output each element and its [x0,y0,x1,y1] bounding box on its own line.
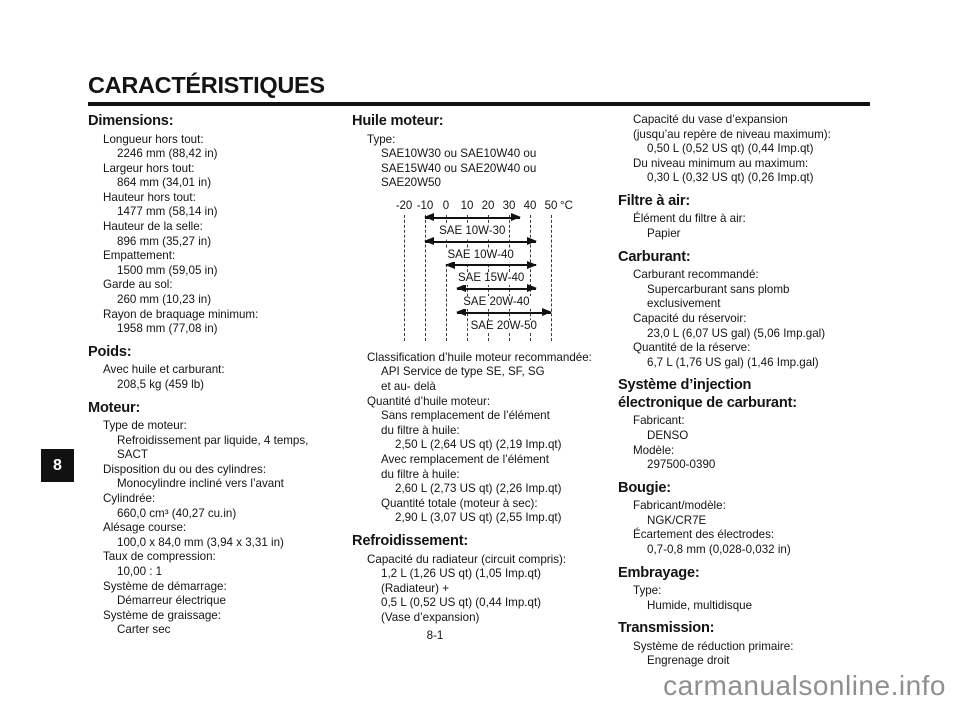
page-number: 8-1 [426,629,444,642]
range-arrow [457,312,552,314]
spec-line: Cylindrée: [103,491,156,505]
section-heading [88,113,340,131]
heading-line: Filtre à air: [618,192,691,209]
section-heading [88,400,340,418]
axis-tick-label: -20 [395,199,413,212]
spec-line: Quantité de la réserve: [633,341,751,355]
spec-line: Capacité du réservoir: [633,311,747,325]
range-arrow [425,241,536,243]
spec-line: 2,50 L (2,64 US qt) (2,19 Imp.qt) [395,438,562,452]
heading-line: Bougie: [618,479,671,496]
spec-line: 10,00 : 1 [117,564,163,578]
spec-line: 1477 mm (58,14 in) [117,205,218,219]
heading-line: Refroidissement: [352,533,469,549]
grid-line [551,215,552,341]
spec-line: Humide, multidisque [647,598,753,612]
spec-line: 896 mm (35,27 in) [117,234,212,248]
range-arrow [425,217,520,219]
spec-line: Quantité totale (moteur à sec): [381,496,538,510]
grid-line [425,215,426,341]
spec-line: Engrenage droit [647,654,730,668]
spec-line: 100,0 x 84,0 mm (3,94 x 3,31 in) [117,535,284,549]
spec-line: 6,7 L (1,76 US gal) (1,46 Imp.gal) [647,355,819,369]
range-label: SAE 20W-50 [468,320,540,333]
spec-line: (jusqu’au repère de niveau maximum): [633,127,831,141]
title-rule [88,102,870,106]
column-right-fuel [618,113,893,669]
spec-line: Rayon de braquage minimum: [103,307,259,321]
spec-line: Empattement: [103,249,176,263]
range-label: SAE 15W-40 [455,272,527,285]
range-arrow [446,264,536,266]
range-label: SAE 20W-40 [460,296,532,309]
spec-line: Sans remplacement de l’élément [381,409,550,423]
spec-line: Supercarburant sans plomb [647,282,790,296]
page-title: CARACTÉRISTIQUES [88,72,325,98]
spec-line: Fabricant/modèle: [633,499,726,513]
spec-line: Garde au sol: [103,278,173,292]
spec-line: 23,0 L (6,07 US gal) (5,06 Imp.gal) [647,326,826,340]
spec-line: Type: [633,584,662,598]
axis-unit-label: °C [560,199,573,212]
spec-line: Carburant recommandé: [633,268,759,282]
spec-line: 0,7-0,8 mm (0,028-0,032 in) [647,542,791,556]
spec-line: Modèle: [633,443,675,457]
spec-line: Du niveau minimum au maximum: [633,156,809,170]
spec-line: Système de réduction primaire: [633,639,794,653]
spec-line: et au- delà [381,380,436,394]
axis-tick-label: 0 [442,199,450,212]
spec-line: Hauteur de la selle: [103,220,203,234]
spec-line: Capacité du vase d’expansion [633,113,788,126]
spec-line: 864 mm (34,01 in) [117,176,212,190]
spec-line: 208,5 kg (459 lb) [117,377,205,391]
range-label: SAE 10W-40 [445,249,517,262]
axis-tick-label: -10 [416,199,434,212]
spec-line: Monocylindre incliné vers l’avant [117,477,284,491]
spec-line: (Vase d’expansion) [381,610,480,624]
spec-line: 2,60 L (2,73 US qt) (2,26 Imp.qt) [395,482,562,496]
spec-line: 1958 mm (77,08 in) [117,322,218,336]
spec-line: SAE20W50 [381,176,441,190]
spec-line: Fabricant: [633,414,685,428]
spec-line: API Service de type SE, SF, SG [381,365,545,379]
spec-line: Papier [647,227,681,241]
spec-line: Disposition du ou des cylindres: [103,462,267,476]
heading-line: Poids: [88,343,132,360]
spec-line: 1500 mm (59,05 in) [117,263,218,277]
heading-line: Système d’injection [618,377,752,394]
spec-line: Largeur hors tout: [103,161,195,175]
spec-line: Avec remplacement de l’élément [381,453,549,467]
spec-line: (Radiateur) + [381,581,449,595]
spec-line: Système de graissage: [103,608,221,622]
heading-line: Huile moteur: [352,113,444,129]
heading-line: Embrayage: [618,564,700,581]
spec-line: 0,5 L (0,52 US qt) (0,44 Imp.qt) [381,596,542,610]
heading-line: Moteur: [88,399,141,416]
chapter-tab-badge: 8 [41,449,74,482]
spec-line: Type: [367,132,396,146]
spec-line: 1,2 L (1,26 US qt) (1,05 Imp.qt) [381,567,542,581]
spec-line: Quantité d’huile moteur: [367,394,491,408]
section-heading [88,344,340,362]
section-heading [618,249,893,267]
section-heading [352,113,610,131]
spec-line: du filtre à huile: [381,423,460,437]
spec-line: Écartement des électrodes: [633,528,775,542]
range-label: SAE 10W-30 [436,225,508,238]
spec-line: Alésage course: [103,521,187,535]
spec-line: Avec huile et carburant: [103,363,225,377]
spec-line: Classification d’huile moteur recommandée: [367,350,592,364]
spec-line: Capacité du radiateur (circuit compris): [367,552,567,566]
axis-tick-label: 30 [502,199,516,212]
spec-line: du filtre à huile: [381,467,460,481]
spec-line: SACT [117,448,148,462]
section-heading [618,565,893,583]
spec-line: Démarreur électrique [117,594,226,608]
spec-line: 0,50 L (0,52 US qt) (0,44 Imp.qt) [647,142,814,156]
heading-line: Dimensions: [88,113,174,129]
range-arrow [457,288,537,290]
spec-line: Type de moteur: [103,419,187,432]
spec-line: SAE10W30 ou SAE10W40 ou [381,147,537,161]
axis-tick-label: 10 [460,199,474,212]
oil-temp-chart [390,200,602,346]
spec-line: 260 mm (10,23 in) [117,293,212,307]
spec-line: 0,30 L (0,32 US qt) (0,26 Imp.qt) [647,171,814,185]
axis-tick-label: 20 [481,199,495,212]
spec-line: Carter sec [117,623,171,637]
axis-tick-label: 50 [544,199,558,212]
section-heading [618,193,893,211]
section-heading [352,533,610,551]
spec-line: Longueur hors tout: [103,132,204,146]
spec-line: Refroidissement par liquide, 4 temps, [117,433,309,447]
spec-line: Taux de compression: [103,550,216,564]
spec-line: Hauteur hors tout: [103,190,196,204]
spec-line: 2,90 L (3,07 US qt) (2,55 Imp.qt) [395,511,562,525]
spec-line: NGK/CR7E [647,513,707,527]
spec-line: 2246 mm (88,42 in) [117,147,218,161]
spec-line: exclusivement [647,297,721,311]
heading-line: électronique de carburant: [618,394,797,411]
spec-line: 660,0 cm³ (40,27 cu.in) [117,506,237,520]
heading-line: Transmission: [618,620,715,637]
spec-line: Système de démarrage: [103,579,227,593]
column-left-dimensions [88,113,340,638]
spec-line: Élément du filtre à air: [633,212,746,226]
watermark: carmanualsonline.info [663,670,946,701]
spec-line: DENSO [647,428,689,442]
axis-tick-label: 40 [523,199,537,212]
grid-line [404,215,405,341]
heading-line: Carburant: [618,248,691,265]
column-middle-engine-oil [352,113,610,625]
spec-line: SAE15W40 ou SAE20W40 ou [381,161,537,175]
section-heading [618,377,893,412]
section-heading [618,480,893,498]
spec-line: 297500-0390 [647,458,716,472]
